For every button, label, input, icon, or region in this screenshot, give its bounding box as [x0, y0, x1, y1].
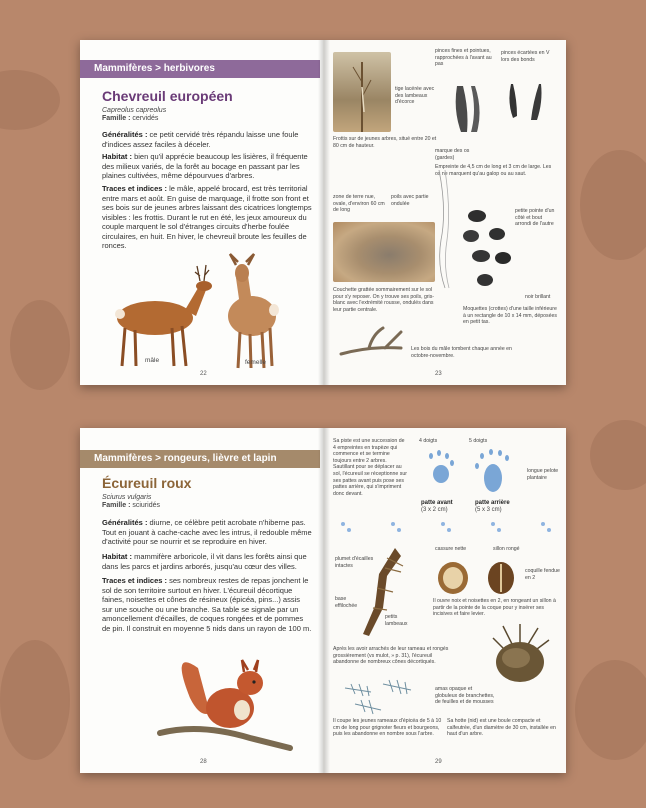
traces-text: le mâle, appelé brocard, est très territorial entre mars et août. En guise de marquage, il frotte son front et ses bois sur de jeunes arbres laissant des cicatrices longtemps visibles : les frottis. Durant le rut en été, les jeux amoureux du couple marquent le sol d'étranges circuits d'herbe foulée circulaires, en huit. En hiver, le chevreuil broute les feuilles de ronces. [102, 184, 312, 250]
traces-label: Traces et indices : [102, 184, 168, 193]
family-label: Famille : [102, 502, 131, 509]
caption-pelote: longue pelote plantaire [527, 468, 559, 481]
caption-hotte: Sa hotte (nid) est une boule compacte et calfeutrée, d'un diamètre de 30 cm, installée en haut d'un arbre. [447, 718, 556, 738]
background-shape [0, 640, 70, 760]
habitat-text: mammifère arboricole, il vit dans les forêts ainsi que dans les parcs et jardins arborés, jusqu'au cœur des villes. [102, 552, 307, 571]
page-23 [323, 40, 566, 385]
page-22 [80, 40, 323, 385]
family-label: Famille : [102, 115, 131, 122]
traces-text: ses nombreux restes de repas jonchent le sol de son territoire surtout en hiver. L'écureuil décortique faines, noisettes et cônes de résineux (épicéa, pins...) assis sur une souche ou une branche. Sa table se signale par un amoncellement d'écailles, de coques rongées et de pommes de pin. Il construit en moyenne 5 nids dans un rayon de 100 m. [102, 576, 312, 633]
category-banner: Mammifères > rongeurs, lièvre et lapin [80, 450, 320, 468]
sapling-drawing [333, 52, 391, 132]
family-value: sciuridés [132, 502, 160, 509]
general-label: Généralités : [102, 130, 148, 139]
hoof-print-illustration [451, 80, 561, 140]
squirrel-nest-illustration [483, 624, 557, 690]
caption-pinces-ecartees: pinces écartées en V lors des bonds [501, 50, 550, 63]
hair-drawing [435, 170, 455, 290]
habitat-paragraph [102, 152, 312, 181]
caption-rameaux: Il coupe les jeunes rameaux d'épicéa de 5 à 10 cm de long pour grignoter fleurs et bourgeons, puis les abandonne en nombre sous l'arbre. [333, 718, 442, 738]
background-shape [590, 420, 646, 490]
spruce-twigs-illustration [341, 678, 421, 716]
book-spine [318, 428, 330, 773]
general-text: ce petit cervidé très répandu laisse une foule d'indices assez faciles à déceler. [102, 130, 299, 149]
caption-pointe: petite pointe d'un côté et bout arrondi de l'autre [515, 208, 555, 228]
caption-lambeaux: petits lambeaux [385, 614, 408, 627]
caption-amas: amas opaque et globuleux de branchettes, de feuilles et de mousses [435, 686, 495, 706]
caption-4-doigts: 4 doigts [419, 438, 438, 444]
caption-zone: zone de terre nue, ovale, d'environ 60 cm de long [333, 194, 385, 214]
general-text: diurne, ce célèbre petit acrobate n'hiberne pas. Tout en jouant à cache-cache avec les intrus, il redouble même d'activité pour se nourrir et se reproduire en hiver. [102, 518, 312, 546]
caption-os: marque des os (gardes) [435, 148, 470, 161]
book-spread-red-squirrel [80, 428, 566, 773]
caption-moquettes: Moquettes (crottes) d'une taille inférieure à un rectangle de 10 x 14 mm, déposées en petit tas. [463, 306, 558, 326]
caption-frottis: Frottis sur de jeunes arbres, situé entre 20 et 80 cm de hauteur. [333, 136, 437, 149]
red-squirrel-illustration [140, 638, 300, 758]
caption-cones: Après les avoir arrachés de leur rameau et rongés grossièrement (vs mulot, » p. 31), l'écureuil abandonne de nombreux cônes décortiqués. [333, 646, 449, 666]
female-deer-drawing [228, 254, 279, 368]
caption-couchette: Couchette grattée sommairement sur le sol pour s'y reposer. On y trouve ses poils, gris-blanc avec l'extrémité rousse, ondulés dans leur partie centrale. [333, 287, 435, 313]
latin-name: Sciurus vulgaris [102, 494, 152, 501]
caption-empreinte: Empreinte de 4,5 cm de long et 3 cm de large. Les os ne marquent qu'au galop ou au saut. [435, 164, 552, 177]
caption-tige: tige lacérée avec des lambeaux d'écorce [395, 86, 435, 106]
background-shape [0, 70, 60, 130]
habitat-label: Habitat : [102, 152, 132, 161]
opened-nuts-illustration [433, 556, 523, 596]
background-shape [10, 300, 70, 390]
caption-poils: poils avec partie ondulée [391, 194, 429, 207]
caption-sillon: sillon rongé [493, 546, 520, 552]
page-number: 23 [435, 371, 442, 377]
background-shape [575, 660, 646, 760]
family-line [102, 115, 158, 122]
squirrel-footprints-illustration [417, 448, 527, 503]
traces-paragraph [102, 184, 312, 251]
page-number: 28 [200, 759, 207, 765]
habitat-text: bien qu'il apprécie beaucoup les lisières, il fréquente des milieux variés, de la forêt au bocage en passant par les plaines cultivées, même dépourvues d'arbres. [102, 152, 308, 180]
frottis-photo [333, 52, 391, 132]
species-title: Chevreuil européen [102, 88, 233, 104]
droppings-illustration [463, 208, 513, 298]
latin-name: Capreolus capreolus [102, 107, 167, 114]
background-shape [580, 150, 646, 260]
caption-bois: Les bois du mâle tombent chaque année en octobre-novembre. [411, 346, 512, 359]
couchette-photo [333, 222, 435, 282]
book-spine [318, 40, 330, 385]
caption-5-doigts: 5 doigts [469, 438, 488, 444]
male-label: mâle [145, 357, 160, 364]
caption-base: base effilochée [335, 596, 358, 609]
habitat-label: Habitat : [102, 552, 132, 561]
habitat-paragraph [102, 552, 312, 571]
roe-deer-illustration [100, 248, 315, 373]
page-29 [323, 428, 566, 773]
page-28 [80, 428, 323, 773]
category-banner: Mammifères > herbivores [80, 60, 320, 78]
male-deer-drawing [115, 265, 212, 366]
page-number: 22 [200, 371, 207, 377]
caption-pinces: pinces fines et pointues, rapprochées à l'avant au pas [435, 48, 492, 68]
caption-coquille: coquille fendue en 2 [525, 568, 560, 581]
species-title: Écureuil roux [102, 475, 192, 491]
general-paragraph [102, 130, 312, 149]
general-label: Généralités : [102, 518, 148, 527]
traces-label: Traces et indices : [102, 576, 168, 585]
family-line [102, 502, 160, 509]
caption-noir: noir brillant [525, 294, 551, 300]
caption-noisettes: Il ouvre noix et noisettes en 2, en rongeant un sillon à partir de la pointe de la coque pour y insérer ses incisives et faire levier. [433, 598, 556, 618]
trail-track-row [333, 518, 558, 538]
traces-paragraph [102, 576, 312, 633]
general-paragraph [102, 518, 312, 547]
book-spread-roe-deer [80, 40, 566, 385]
caption-patte-arriere: patte arrière (5 x 3 cm) [475, 500, 510, 513]
caption-plumet: plumet d'écailles intactes [335, 556, 374, 569]
caption-patte-avant: patte avant (3 x 2 cm) [421, 500, 453, 513]
family-value: cervidés [132, 115, 159, 122]
antler-drawing [339, 326, 409, 360]
female-label: femelle [245, 359, 266, 366]
page-number: 29 [435, 759, 442, 765]
caption-piste: Sa piste est une succession de 4 empreintes en trapèze qui commence et se termine toujours entre 2 arbres. Sautillant pour se déplacer au sol, l'écureuil se réceptionne sur ses pattes avant puis pose ses pattes arrière, qui s'impriment donc devant. [333, 438, 407, 497]
caption-cassure: cassure nette [435, 546, 467, 552]
